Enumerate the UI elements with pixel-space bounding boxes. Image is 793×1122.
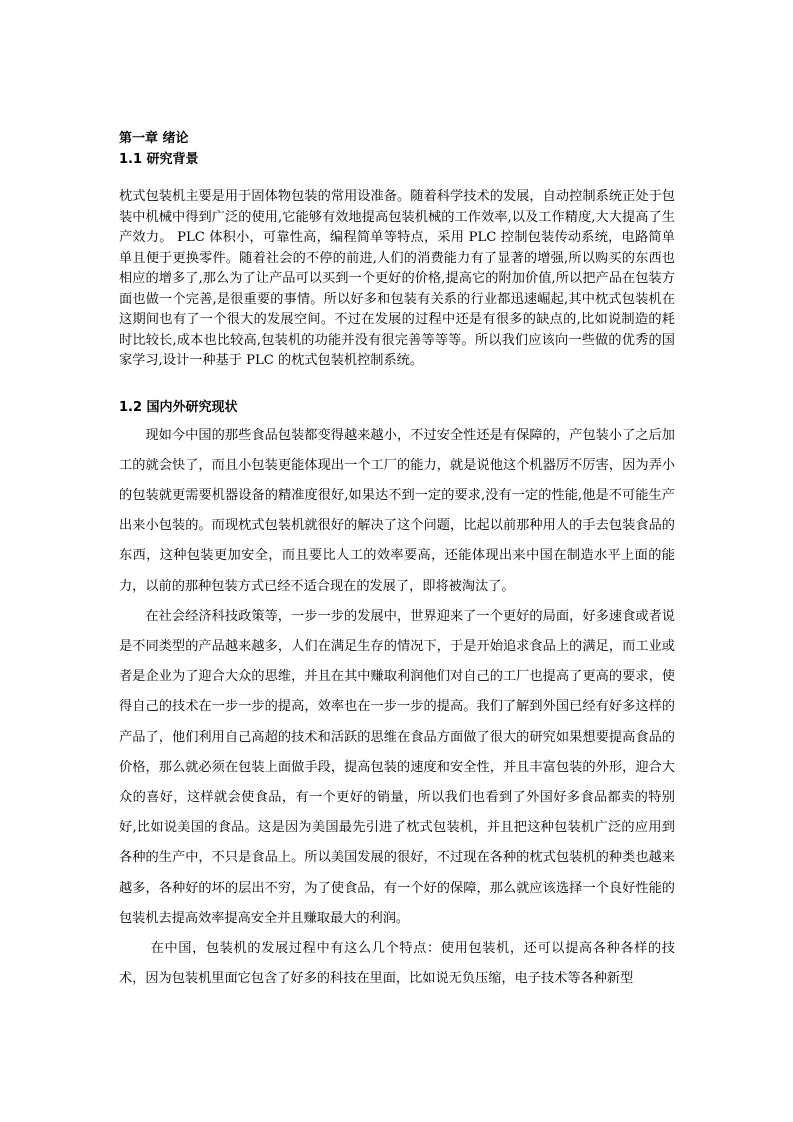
section-heading-background: 1.1 研究背景	[119, 152, 199, 167]
chapter-title: 第一章 绪论	[119, 131, 189, 146]
document-page	[119, 128, 675, 994]
research-status-paragraph-3: 在中国，包装机的发展过程中有这么几个特点：使用包装机，还可以提高各种各样的技术，因为包装机里面它包含了好多的科技在里面，比如说无负压缩，电子技术等各种新型	[119, 940, 675, 987]
research-status-paragraph-2: 在社会经济科技政策等，一步一步的发展中，世界迎来了一个更好的局面，好多速食或者说是不同类型的产品越来越多，人们在满足生存的情况下，于是开始追求食品上的满足，而工业或者是企业为了迎合大众的思维，并且在其中赚取利润他们对自己的工厂也提高了更高的要求，使得自己的技术在一步一步的提高，效率也在一步一步的提高。我们了解到外国已经有好多这样的产品了，他们利用自己高超的技术和活跃的思维在食品方面做了很大的研究如果想要提高食品的价格，那么就必须在包装上面做手段，提高包装的速度和安全性，并且丰富包装的外形，迎合大众的喜好，这样就会使食品，有一个更好的销量，所以我们也看到了外国好多食品都卖的特别好,比如说美国的食品。这是因为美国最先引进了枕式包装机，并且把这种包装机广泛的应用到各种的生产中，不只是食品上。所以美国发展的很好，不过现在各种的枕式包装机的种类也越来越多，各种好的坏的层出不穷，为了使食品，有一个好的保障，那么就应该选择一个良好性能的包装机去提高效率提高安全并且赚取最大的利润。	[119, 608, 675, 926]
research-status-paragraph-1: 现如今中国的那些食品包装都变得越来越小，不过安全性还是有保障的，产包装小了之后加工的就会快了，而且小包装更能体现出一个工厂的能力，就是说他这个机器厉不厉害，因为弄小的包装就更需要机器设备的精准度很好,如果达不到一定的要求,没有一定的性能,他是不可能生产出来小包装的。而现枕式包装机就很好的解决了这个问题，比起以前那种用人的手去包装食品的东西，这种包装更加安全，而且要比人工的效率要高，还能体现出来中国在制造水平上面的能力，以前的那种包装方式已经不适合现在的发展了，即将被淘汰了。	[119, 427, 675, 594]
background-paragraph: 枕式包装机主要是用于固体物包装的常用设准备。随着科学技术的发展，自动控制系统正处于包装中机械中得到广泛的使用,它能够有效地提高包装机械的工作效率,以及工作精度,大大提高了生产效力。 PLC 体积小，可靠性高，编程简单等特点，采用 PLC 控制包装传动系统，电路简单单且便于更换零件。随着社会的不停的前进,人们的消费能力有了显著的增强,所以购买的东西也相应的增多了,那么为了让产品可以买到一个更好的价格,提高它的附加价值,所以把产品在包装方面也做一个完善,是很重要的事情。所以好多和包装有关系的行业都迅速崛起,其中枕式包装机在这期间也有了一个很大的发展空间。不过在发展的过程中还是有很多的缺点的,比如说制造的耗时比较长,成本也比较高,包装机的功能并没有很完善等等等。所以我们应该向一些做的优秀的国家学习,设计一种基于 PLC 的枕式包装机控制系统。	[119, 189, 675, 368]
section-heading-research-status: 1.2 国内外研究现状	[119, 399, 238, 415]
